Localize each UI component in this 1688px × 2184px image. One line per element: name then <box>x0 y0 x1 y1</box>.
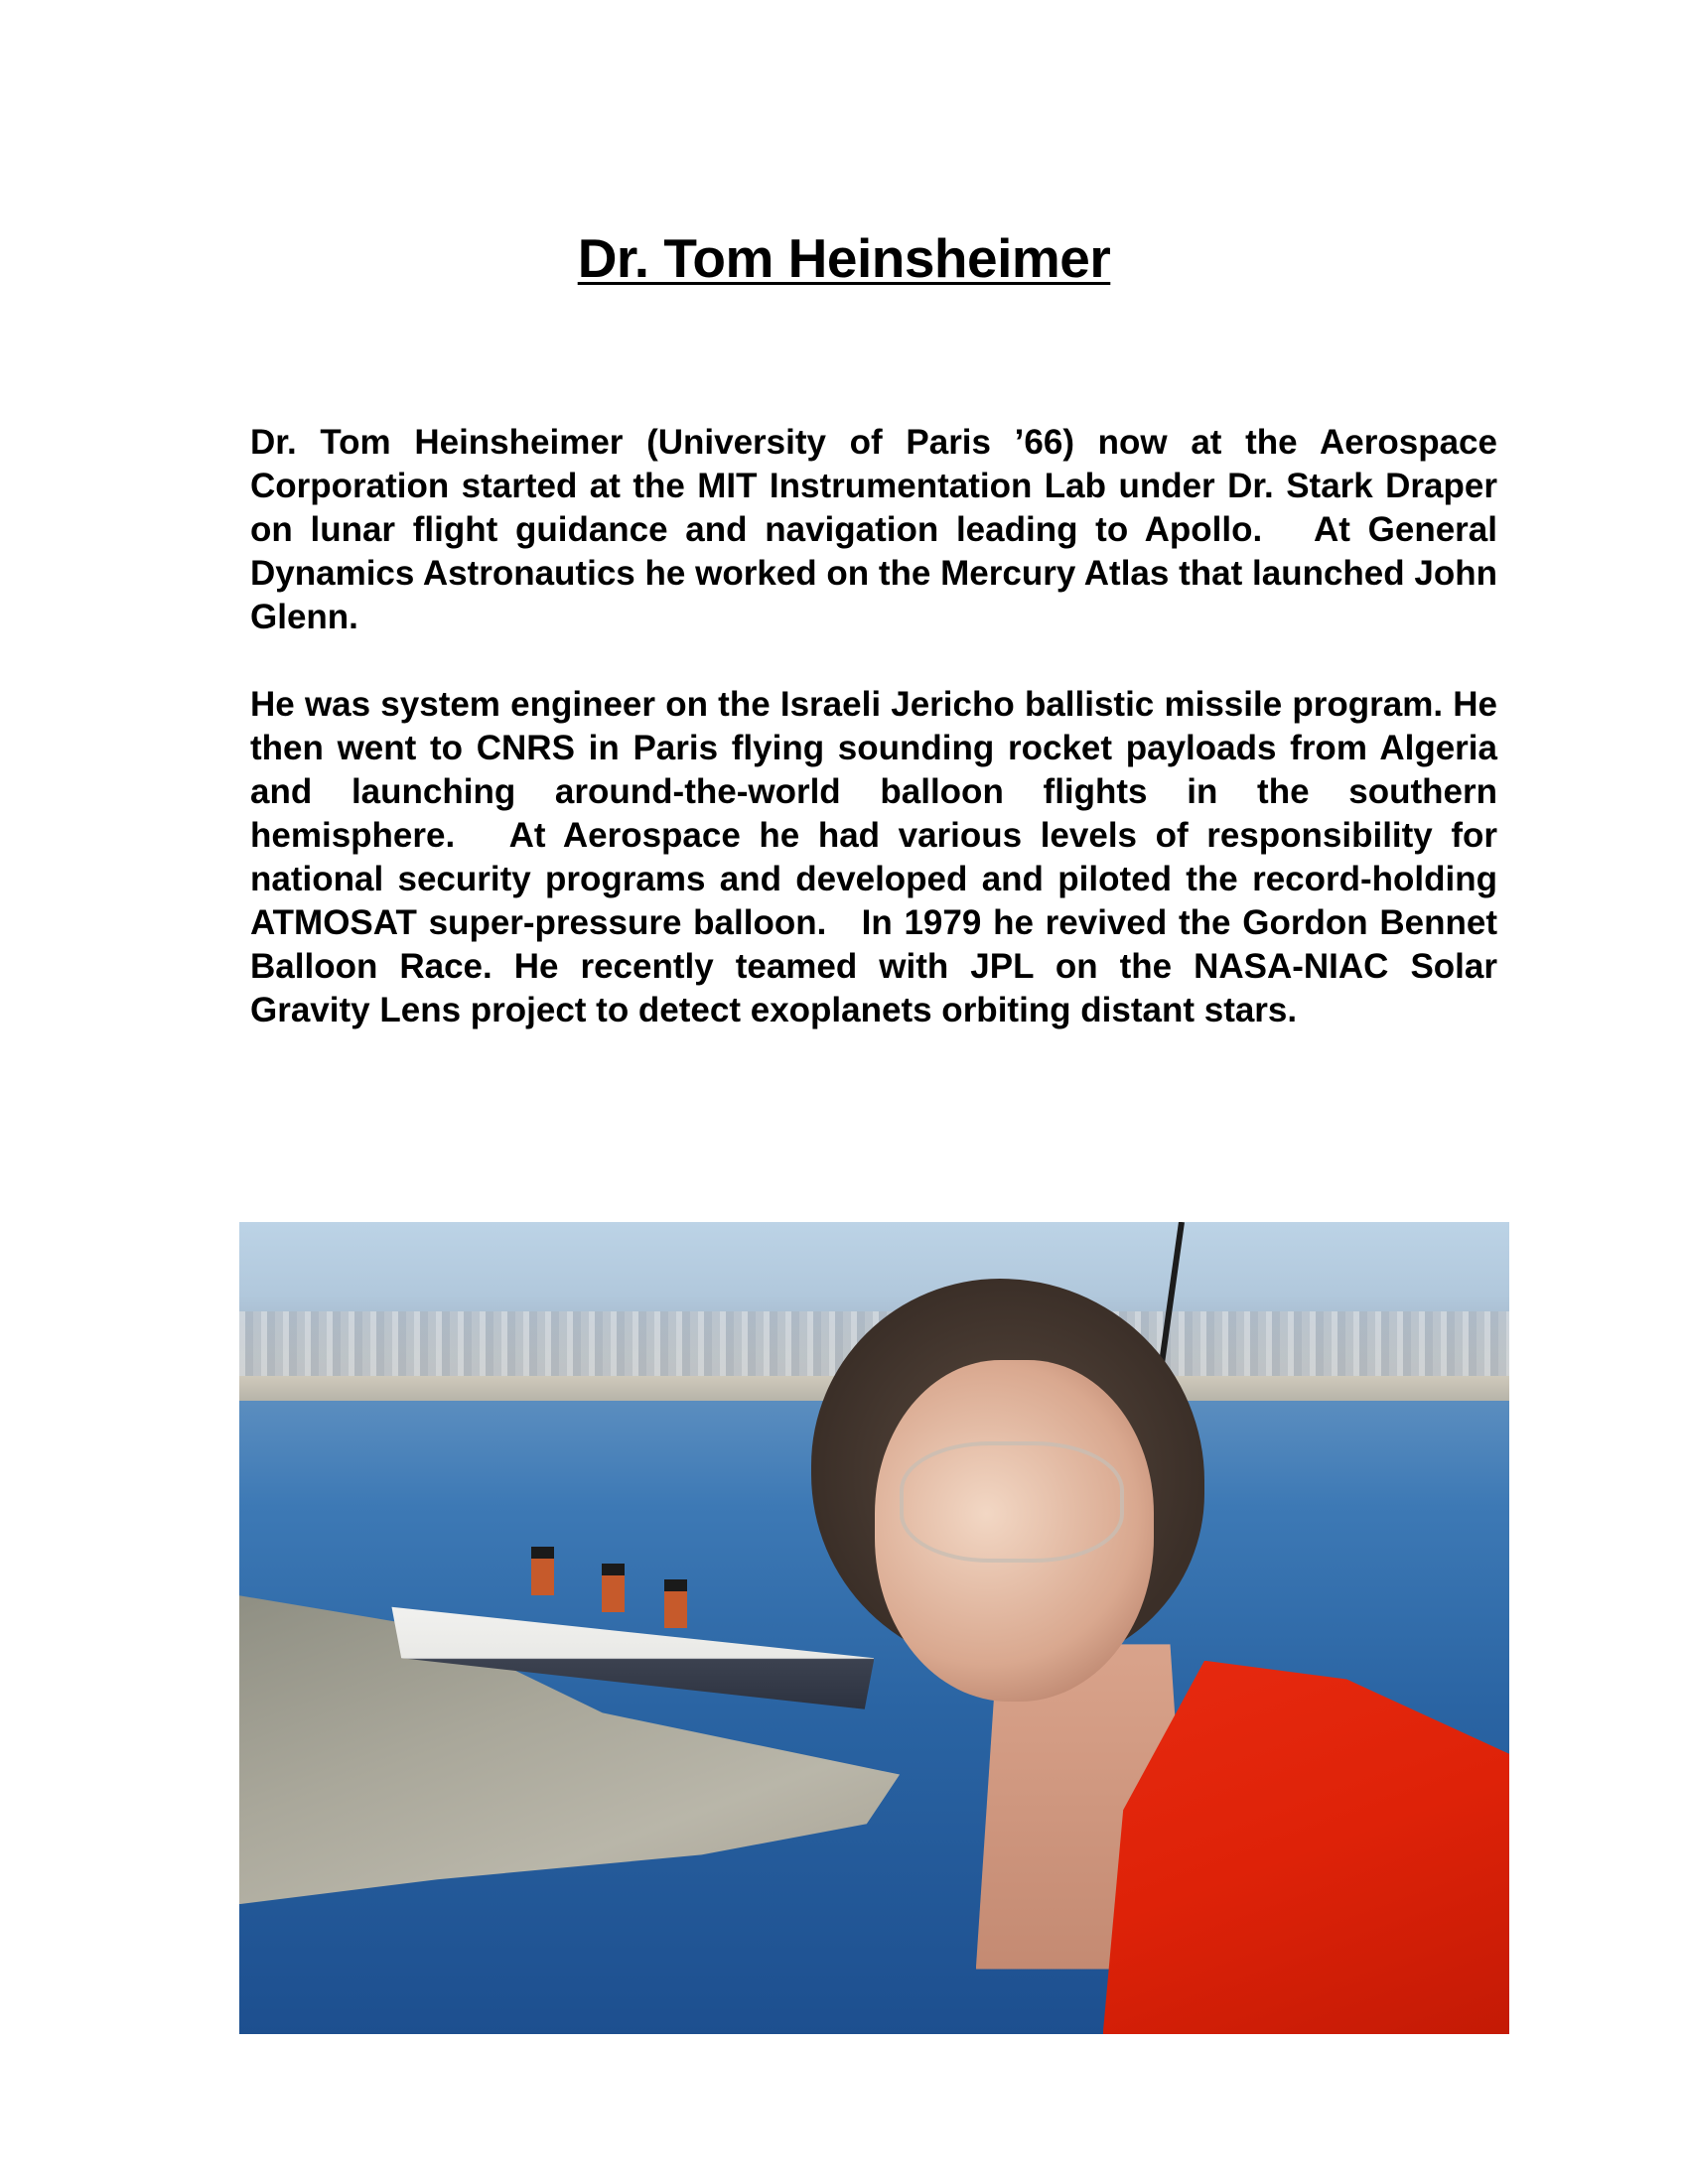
ship-funnel <box>531 1547 554 1595</box>
page-title-text: Dr. Tom Heinsheimer <box>577 227 1111 289</box>
bio-paragraph-1: Dr. Tom Heinsheimer (University of Paris ’66) now at the Aerospace Corporation started at the MIT Instrumentation Lab under Dr. Stark Draper on lunar flight guidance and navigation leading to Apollo. At General Dynamics Astronautics he worked on the Mercury Atlas that launched John Glenn. <box>250 423 1497 636</box>
eyeglasses <box>900 1441 1123 1564</box>
portrait-photo <box>239 1222 1509 2034</box>
ship-funnel <box>602 1564 625 1612</box>
page-title <box>0 226 1688 290</box>
ship-funnel <box>664 1579 687 1628</box>
bio-paragraph-2: He was system engineer on the Israeli Jericho ballistic missile program. He then went to CNRS in Paris flying sounding rocket payloads from Algeria and launching around-the-world balloon flights in the southern hemisphere. At Aerospace he had various levels of responsibility for national security programs and developed and piloted the record-holding ATMOSAT super-pressure balloon. In 1979 he revived the Gordon Bennet Balloon Race. He recently teamed with JPL on the NASA-NIAC Solar Gravity Lens project to detect exoplanets orbiting distant stars. <box>250 685 1497 1029</box>
